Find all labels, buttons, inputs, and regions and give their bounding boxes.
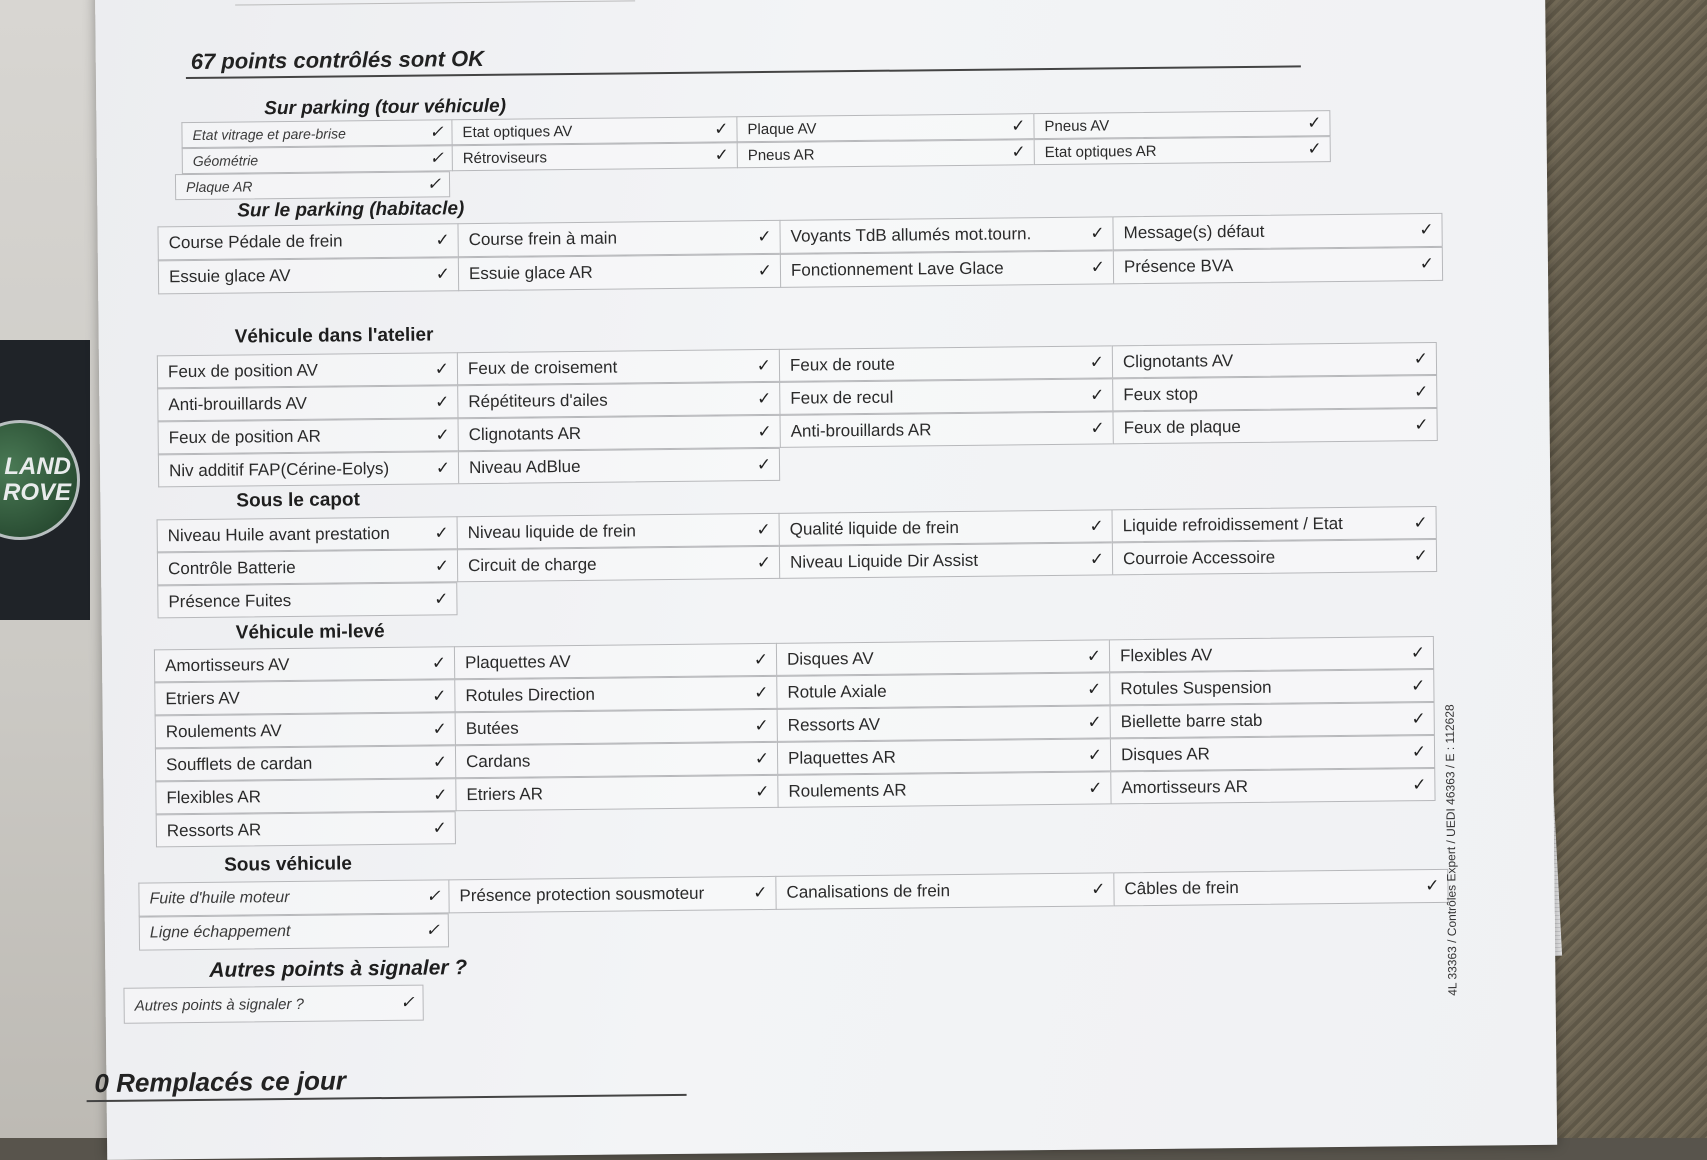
check-item-label: Rotules Direction bbox=[465, 684, 595, 705]
check-icon: ✓ bbox=[757, 260, 773, 281]
check-item bbox=[737, 139, 1034, 168]
check-item bbox=[157, 352, 457, 388]
table-row bbox=[158, 448, 780, 488]
check-icon: ✓ bbox=[756, 519, 771, 539]
check-icon: ✓ bbox=[435, 230, 450, 250]
check-icon: ✓ bbox=[1089, 548, 1105, 569]
check-icon: ✓ bbox=[756, 454, 772, 474]
check-icon: ✓ bbox=[431, 652, 447, 673]
replaced-title: 0 Remplacés ce jour bbox=[94, 1065, 347, 1099]
check-item-label: Feux de plaque bbox=[1123, 416, 1241, 437]
check-item bbox=[780, 250, 1113, 287]
check-item bbox=[154, 679, 454, 715]
check-icon: ✓ bbox=[754, 748, 770, 768]
check-item bbox=[775, 872, 1113, 910]
check-item-label: Feux stop bbox=[1123, 383, 1199, 404]
check-item-label: Anti-brouillards AV bbox=[168, 393, 308, 414]
logo-line-2: ROVE bbox=[2, 479, 71, 506]
check-icon: ✓ bbox=[1011, 142, 1026, 162]
check-item bbox=[452, 142, 737, 171]
check-item bbox=[175, 171, 450, 200]
check-item bbox=[455, 742, 777, 778]
check-icon: ✓ bbox=[400, 992, 415, 1012]
check-item bbox=[158, 418, 458, 454]
check-item-label: Plaque AR bbox=[185, 178, 253, 196]
check-item-label: Liquide refroidissement / Etat bbox=[1122, 513, 1343, 535]
check-icon: ✓ bbox=[1087, 679, 1102, 699]
section-title-atelier: Véhicule dans l'atelier bbox=[234, 324, 434, 348]
check-icon: ✓ bbox=[434, 358, 450, 378]
check-icon: ✓ bbox=[1413, 348, 1429, 368]
check-icon: ✓ bbox=[1091, 879, 1106, 899]
check-item bbox=[779, 345, 1112, 381]
check-item-label: Ressorts AV bbox=[787, 714, 881, 735]
check-item-label: Canalisations de frein bbox=[786, 881, 951, 902]
check-icon: ✓ bbox=[432, 751, 448, 772]
check-icon: ✓ bbox=[1419, 253, 1435, 274]
check-item-label: Niveau liquide de frein bbox=[467, 520, 637, 542]
page-title: 67 points contrôlés sont OK bbox=[190, 45, 485, 75]
check-item bbox=[157, 385, 457, 421]
check-icon: ✓ bbox=[1411, 741, 1427, 761]
check-item bbox=[139, 913, 449, 950]
checklist-paper bbox=[95, 0, 1557, 1160]
check-item-label: Etat optiques AR bbox=[1044, 142, 1157, 161]
check-item-label: Géométrie bbox=[192, 152, 259, 169]
check-item bbox=[779, 542, 1112, 578]
check-item bbox=[779, 509, 1112, 545]
logo-line-1: LAND bbox=[4, 453, 71, 480]
table-row bbox=[139, 913, 449, 950]
check-icon: ✓ bbox=[1087, 711, 1102, 732]
table-row bbox=[123, 985, 423, 1024]
check-icon: ✓ bbox=[1088, 777, 1103, 798]
check-icon: ✓ bbox=[1412, 774, 1427, 794]
check-item bbox=[156, 811, 456, 847]
check-item bbox=[155, 745, 455, 781]
check-item bbox=[154, 646, 454, 682]
check-icon: ✓ bbox=[1414, 414, 1429, 434]
check-item-label: Voyants TdB allumés mot.tourn. bbox=[790, 224, 1032, 246]
check-icon: ✓ bbox=[1410, 642, 1426, 662]
check-item bbox=[1112, 342, 1437, 378]
section-title-tour-vehicule: Sur parking (tour véhicule) bbox=[264, 95, 507, 120]
check-icon: ✓ bbox=[433, 784, 448, 805]
check-icon: ✓ bbox=[756, 355, 772, 375]
check-item-label: Course frein à main bbox=[468, 228, 618, 250]
check-item-label: Ligne échappement bbox=[149, 923, 291, 942]
check-item-label: Fonctionnement Lave Glace bbox=[790, 258, 1004, 280]
check-icon: ✓ bbox=[429, 122, 444, 142]
check-icon: ✓ bbox=[1411, 675, 1426, 695]
check-icon: ✓ bbox=[755, 781, 770, 801]
check-icon: ✓ bbox=[1089, 351, 1105, 372]
check-item bbox=[157, 516, 457, 552]
check-item bbox=[777, 771, 1110, 807]
check-item-label: Qualité liquide de frein bbox=[789, 517, 959, 539]
check-item-label: Etriers AV bbox=[165, 688, 240, 708]
check-item bbox=[158, 451, 458, 487]
check-item bbox=[1112, 213, 1442, 250]
check-item-label: Feux de position AR bbox=[168, 426, 321, 447]
check-icon: ✓ bbox=[754, 715, 769, 735]
check-item-label: Biellette barre stab bbox=[1120, 710, 1263, 731]
check-item-label: Contrôle Batterie bbox=[167, 557, 296, 578]
check-icon: ✓ bbox=[1087, 744, 1103, 765]
check-item-label: Plaquettes AR bbox=[787, 747, 896, 768]
check-item-label: Cardans bbox=[465, 750, 531, 771]
check-item bbox=[779, 411, 1112, 447]
check-item-label: Répétiteurs d'ailes bbox=[468, 390, 608, 411]
section-title-sous-vehicule: Sous véhicule bbox=[224, 853, 353, 876]
check-item-label: Circuit de charge bbox=[467, 554, 597, 575]
check-item bbox=[1113, 247, 1443, 284]
check-item-label: Câbles de frein bbox=[1124, 878, 1239, 899]
check-item-label: Soufflets de cardan bbox=[166, 753, 313, 774]
check-item bbox=[454, 676, 776, 712]
check-icon: ✓ bbox=[434, 391, 450, 411]
check-icon: ✓ bbox=[757, 226, 772, 247]
table-row bbox=[156, 811, 456, 847]
check-item-label: Rotules Suspension bbox=[1120, 677, 1272, 698]
check-item bbox=[457, 220, 779, 257]
check-item-label: Plaque AV bbox=[747, 119, 817, 138]
check-item-label: Plaquettes AV bbox=[464, 651, 571, 672]
check-item-label: Course Pédale de frein bbox=[168, 231, 343, 253]
top-edge bbox=[235, 0, 635, 6]
check-item bbox=[457, 349, 779, 385]
check-item bbox=[123, 985, 423, 1024]
check-icon: ✓ bbox=[435, 424, 450, 444]
check-icon: ✓ bbox=[1089, 384, 1105, 405]
section-title-capot: Sous le capot bbox=[236, 489, 360, 512]
check-icon: ✓ bbox=[429, 148, 444, 168]
check-item bbox=[1113, 869, 1448, 907]
check-item-label: Niveau Liquide Dir Assist bbox=[789, 550, 979, 572]
check-icon: ✓ bbox=[1090, 257, 1106, 277]
check-item-label: Disques AR bbox=[1120, 743, 1210, 764]
check-item bbox=[451, 116, 736, 145]
check-item bbox=[157, 223, 457, 260]
check-icon: ✓ bbox=[1413, 512, 1428, 532]
check-icon: ✓ bbox=[1307, 139, 1322, 159]
check-item bbox=[157, 549, 457, 585]
check-item bbox=[1034, 136, 1331, 165]
check-item-label: Amortisseurs AR bbox=[1121, 776, 1249, 797]
table-row bbox=[157, 582, 457, 618]
check-item-label: Clignotants AR bbox=[468, 423, 582, 444]
check-item bbox=[454, 643, 776, 679]
check-item-label: Rétroviseurs bbox=[462, 148, 548, 167]
check-item-label: Etat optiques AV bbox=[462, 122, 573, 141]
table-row bbox=[175, 171, 450, 200]
check-item bbox=[181, 119, 451, 148]
check-icon: ✓ bbox=[757, 421, 772, 441]
check-icon: ✓ bbox=[1307, 113, 1322, 133]
check-item-label: Niveau AdBlue bbox=[468, 456, 581, 477]
check-icon: ✓ bbox=[432, 817, 447, 838]
check-icon: ✓ bbox=[714, 145, 729, 165]
check-icon: ✓ bbox=[426, 174, 442, 194]
check-item-label: Essuie glace AR bbox=[468, 262, 593, 284]
check-item bbox=[1033, 110, 1330, 139]
check-item-label: Pneus AR bbox=[747, 145, 815, 164]
check-item bbox=[776, 672, 1109, 708]
check-item-label: Feux de croisement bbox=[467, 357, 618, 378]
check-item-label: Autres points à signaler ? bbox=[134, 995, 304, 1015]
check-item bbox=[1112, 408, 1437, 444]
check-item bbox=[1110, 768, 1435, 804]
check-icon: ✓ bbox=[434, 588, 449, 608]
check-item-label: Flexibles AV bbox=[1119, 644, 1213, 665]
check-item bbox=[455, 775, 777, 811]
check-item bbox=[1112, 539, 1437, 575]
check-icon: ✓ bbox=[435, 264, 451, 284]
check-item bbox=[458, 254, 780, 291]
check-icon: ✓ bbox=[756, 552, 772, 572]
check-item-label: Essuie glace AV bbox=[168, 265, 291, 287]
check-item-label: Message(s) défaut bbox=[1123, 221, 1265, 243]
check-item-label: Feux de recul bbox=[790, 387, 894, 408]
check-icon: ✓ bbox=[1086, 646, 1102, 666]
check-item-label: Courroie Accessoire bbox=[1122, 547, 1276, 568]
section-title-habitacle: Sur le parking (habitacle) bbox=[237, 198, 465, 222]
check-icon: ✓ bbox=[1413, 545, 1429, 565]
check-icon: ✓ bbox=[432, 685, 447, 706]
check-item bbox=[779, 378, 1112, 414]
check-icon: ✓ bbox=[756, 388, 772, 408]
check-icon: ✓ bbox=[432, 718, 447, 739]
check-item-label: Niveau Huile avant prestation bbox=[167, 523, 390, 545]
check-item-label: Anti-brouillards AR bbox=[790, 419, 932, 441]
check-item-label: Ressorts AR bbox=[166, 819, 262, 840]
check-item bbox=[736, 113, 1033, 142]
check-item bbox=[158, 257, 458, 294]
check-item-label: Amortisseurs AV bbox=[164, 654, 290, 675]
check-icon: ✓ bbox=[714, 119, 729, 139]
check-item bbox=[777, 738, 1110, 774]
check-item bbox=[457, 546, 779, 582]
check-item bbox=[155, 778, 455, 814]
checklist-content bbox=[95, 0, 1557, 1160]
section-title-autres: Autres points à signaler ? bbox=[209, 956, 468, 982]
check-icon: ✓ bbox=[1090, 223, 1105, 243]
check-icon: ✓ bbox=[753, 649, 769, 669]
check-icon: ✓ bbox=[1090, 417, 1105, 438]
check-item-label: Feux de route bbox=[789, 354, 895, 375]
check-item-label: Rotule Axiale bbox=[787, 681, 887, 702]
check-icon: ✓ bbox=[435, 457, 451, 477]
check-icon: ✓ bbox=[1413, 381, 1429, 401]
check-item bbox=[776, 639, 1109, 675]
check-item bbox=[138, 879, 448, 916]
check-item-label: Flexibles AR bbox=[166, 786, 262, 807]
check-item-label: Fuite d'huile moteur bbox=[149, 889, 290, 908]
section-title-mi-leve: Véhicule mi-levé bbox=[235, 621, 385, 644]
check-item bbox=[1111, 506, 1436, 542]
check-item-label: Feux de position AV bbox=[167, 360, 319, 381]
check-icon: ✓ bbox=[753, 883, 768, 903]
check-item-label: Présence BVA bbox=[1123, 256, 1234, 277]
check-item bbox=[448, 876, 775, 913]
check-item-label: Pneus AV bbox=[1044, 116, 1110, 135]
check-icon: ✓ bbox=[425, 920, 440, 940]
check-item-label: Présence protection sousmoteur bbox=[459, 883, 705, 906]
check-icon: ✓ bbox=[1089, 515, 1104, 536]
check-item bbox=[155, 712, 455, 748]
check-item-label: Clignotants AV bbox=[1122, 350, 1234, 371]
check-item bbox=[457, 382, 779, 418]
check-icon: ✓ bbox=[1411, 708, 1426, 728]
check-item-label: Etat vitrage et pare-brise bbox=[192, 125, 346, 143]
check-item bbox=[1110, 735, 1435, 771]
table-row bbox=[138, 869, 1448, 917]
check-item-label: Etriers AR bbox=[466, 783, 544, 804]
check-item-label: Niv additif FAP(Cérine-Eolys) bbox=[168, 458, 390, 480]
check-item bbox=[458, 448, 780, 484]
check-icon: ✓ bbox=[434, 522, 449, 542]
check-item bbox=[457, 513, 779, 549]
check-item bbox=[157, 582, 457, 618]
check-item-label: Roulements AR bbox=[788, 780, 907, 801]
check-item bbox=[1109, 669, 1434, 705]
check-icon: ✓ bbox=[1425, 875, 1440, 896]
check-item bbox=[779, 216, 1112, 253]
check-item bbox=[1110, 702, 1435, 738]
check-icon: ✓ bbox=[1419, 219, 1434, 240]
check-item-label: Présence Fuites bbox=[168, 590, 292, 611]
check-item bbox=[1109, 636, 1434, 672]
check-item bbox=[455, 709, 777, 745]
check-item bbox=[1112, 375, 1437, 411]
check-item-label: Disques AV bbox=[786, 648, 874, 669]
check-icon: ✓ bbox=[426, 886, 441, 906]
check-icon: ✓ bbox=[754, 682, 769, 702]
check-item bbox=[777, 705, 1110, 741]
check-item-label: Butées bbox=[465, 718, 519, 738]
check-item bbox=[182, 145, 452, 174]
check-item bbox=[458, 415, 780, 451]
check-item-label: Roulements AV bbox=[165, 720, 282, 741]
check-icon: ✓ bbox=[434, 555, 450, 575]
check-icon: ✓ bbox=[1011, 116, 1026, 136]
document-reference: 4L 33363 / Contrôles Expert / UEDI 46363 / E : 112628 bbox=[1442, 704, 1460, 996]
